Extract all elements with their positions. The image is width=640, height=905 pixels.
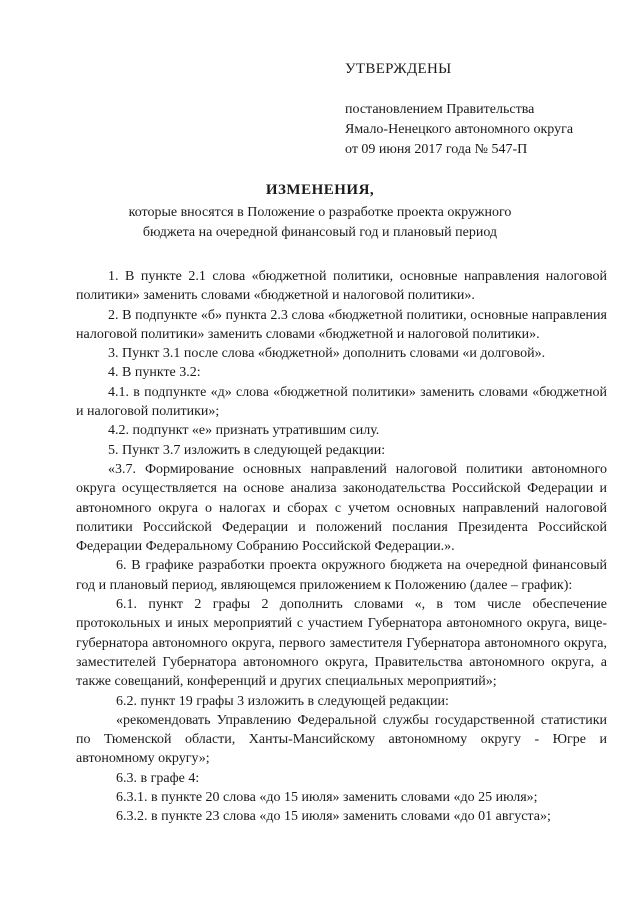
approval-line: постановлением Правительства xyxy=(345,102,535,117)
document-heading xyxy=(0,180,640,243)
paragraph-6-1: 6.1. пункт 2 графы 2 дополнить словами «, в том числе обеспечение протокольных и иных мероприятий с участием Губернатора автономного округа, вице-губернатора автономного округа, первого заместителя Губернатора автономного округа, заместителей Губернатора автономного округа, Правительства автономного округа, а также совещаний, конференций и других специальных мероприятий»; xyxy=(76,597,607,690)
approval-line: Ямало-Ненецкого автономного округа xyxy=(345,122,574,137)
paragraph-6-3-2: 6.3.2. в пункте 23 слова «до 15 июля» заменить словами «до 01 августа»; xyxy=(116,809,551,825)
paragraph-6-3-1: 6.3.1. в пункте 20 слова «до 15 июля» заменить словами «до 25 июля»; xyxy=(116,790,538,806)
paragraph-4-1: 4.1. в подпункте «д» слова «бюджетной политики» заменить словами «бюджетной и налоговой политики»; xyxy=(76,384,607,420)
paragraph-5: 5. Пункт 3.7 изложить в следующей редакции: xyxy=(108,442,386,458)
paragraph-4: 4. В пункте 3.2: xyxy=(108,365,201,381)
paragraph-6-3: 6.3. в графе 4: xyxy=(116,770,200,786)
paragraph-4-2: 4.2. подпункт «е» признать утратившим силу. xyxy=(108,423,380,439)
approval-title: УТВЕРЖДЕНЫ xyxy=(345,61,452,77)
approval-line: от 09 июня 2017 года № 547-П xyxy=(345,142,528,157)
heading-subtitle-line: которые вносятся в Положение о разработке проекта окружного xyxy=(128,205,512,220)
paragraph-5-quote: «3.7. Формирование основных направлений налоговой политики автономного округа осуществляется на основе анализа законодательства Российской Федерации и автономного округа о налогах и сборах с учетом основных направлений налоговой политики Российской Федерации и положений послания Президента Российской Федерации Федеральному Собранию Российской Федерации.». xyxy=(76,461,607,555)
paragraph-6-2: 6.2. пункт 19 графы 3 изложить в следующей редакции: xyxy=(116,693,449,709)
approval-block xyxy=(345,60,625,160)
heading-subtitle-line: бюджета на очередной финансовый год и плановый период xyxy=(142,225,498,240)
paragraph-1: 1. В пункте 2.1 слова «бюджетной политики, основные направления налоговой политики» заменить словами «бюджетной и налоговой политики». xyxy=(76,269,607,304)
document-body xyxy=(76,267,607,827)
paragraph-6: 6. В графике разработки проекта окружного бюджета на очередной финансовый год и плановый период, являющемся приложением к Положению (далее – график): xyxy=(76,558,607,593)
paragraph-6-2-quote: «рекомендовать Управлению Федеральной службы государственной статистики по Тюменской области, Ханты-Мансийскому автономному округу - Югре и автономному округу»; xyxy=(76,712,607,767)
paragraph-2: 2. В подпункте «б» пункта 2.3 слова «бюджетной политики, основные направления налоговой политики» заменить словами «бюджетной и налоговой политики». xyxy=(76,307,607,342)
paragraph-3: 3. Пункт 3.1 после слова «бюджетной» дополнить словами «и долговой». xyxy=(108,346,546,362)
heading-title: ИЗМЕНЕНИЯ, xyxy=(265,182,375,198)
